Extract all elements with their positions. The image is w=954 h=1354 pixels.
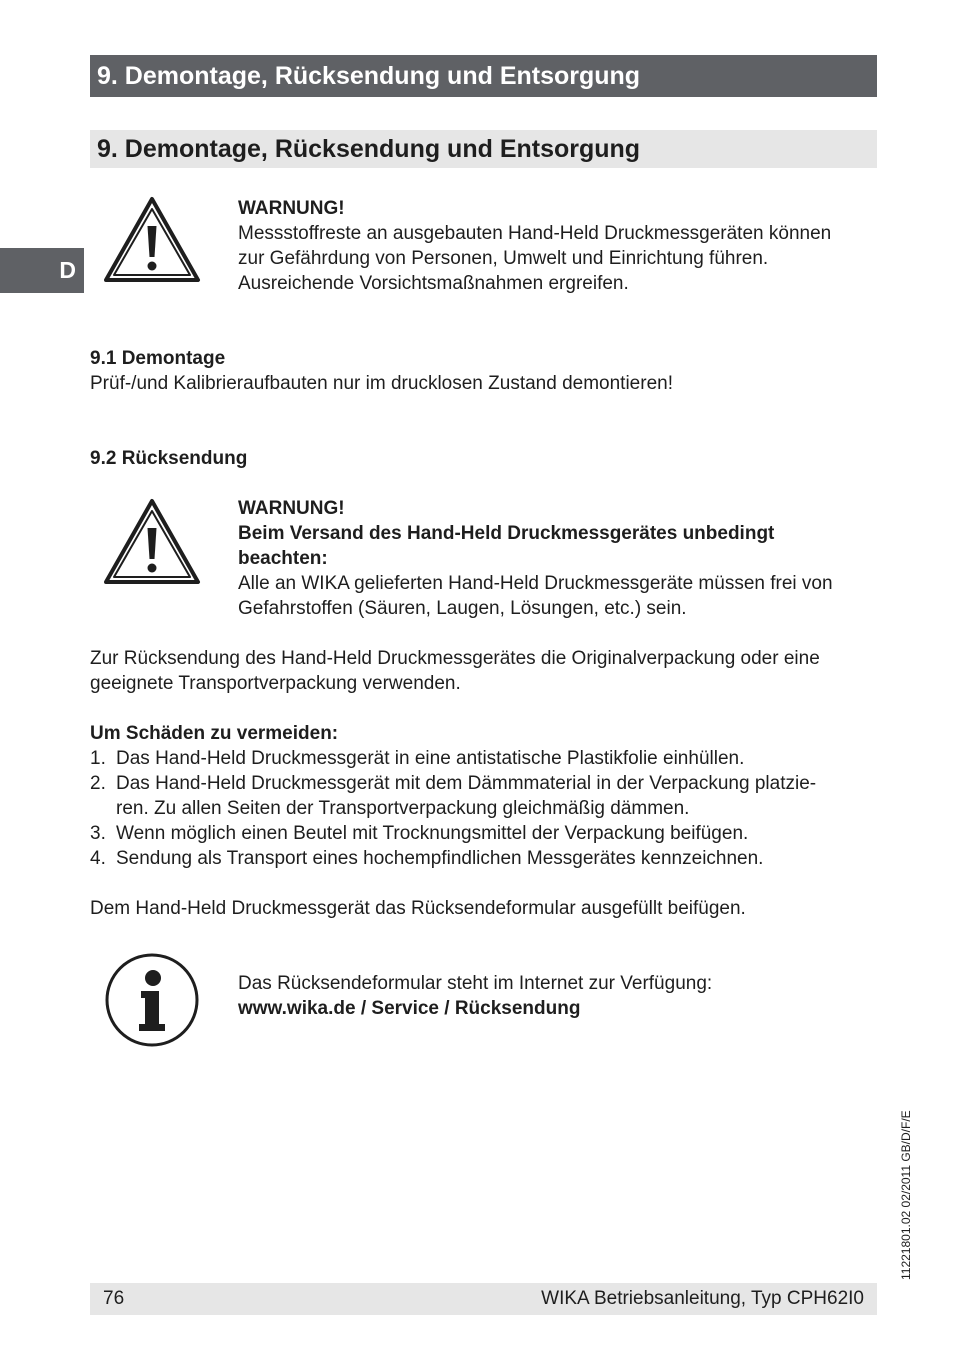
warning-title: WARNUNG! (238, 498, 345, 519)
warning-block-2 (238, 496, 878, 621)
warning-line: zur Gefährdung von Personen, Umwelt und Einrichtung führen. (238, 248, 769, 269)
steps-list (90, 746, 877, 871)
list-item (90, 771, 877, 821)
warning-line: Alle an WIKA gelieferten Hand-Held Druckmessgeräte müssen frei von (238, 573, 833, 594)
closing-paragraph (90, 896, 877, 921)
header-bar (90, 55, 877, 97)
list-number: 4. (90, 848, 106, 869)
list-number: 3. (90, 823, 106, 844)
info-block (238, 971, 878, 1021)
list-item-text: ren. Zu allen Seiten der Transportverpackung gleichmäßig dämmen. (116, 798, 690, 819)
list-number: 2. (90, 773, 106, 794)
list-item-text: Das Hand-Held Druckmessgerät mit dem Dämmmaterial in der Verpackung platzie- (116, 773, 817, 794)
paragraph: Prüf-/und Kalibrieraufbauten nur im drucklosen Zustand demontieren! (90, 373, 673, 394)
paragraph: Dem Hand-Held Druckmessgerät das Rücksendeformular ausgefüllt beifügen. (90, 898, 746, 919)
list-item (90, 846, 877, 871)
section-demontage (90, 346, 877, 396)
document-number: 11221801.02 02/2011 GB/D/F/E (899, 1110, 913, 1280)
info-text: Das Rücksendeformular steht im Internet zur Verfügung: (238, 973, 713, 994)
warning-triangle-icon (103, 196, 201, 284)
warning-line: Ausreichende Vorsichtsmaßnahmen ergreifen. (238, 273, 629, 294)
warning-title: WARNUNG! (238, 198, 345, 219)
list-item (90, 821, 877, 846)
language-tab-label: D (59, 257, 76, 283)
list-heading: Um Schäden zu vermeiden: (90, 723, 339, 744)
subsection-heading-ruecksendung (90, 446, 877, 471)
list-item-text: Das Hand-Held Druckmessgerät in eine antistatische Plastikfolie einhüllen. (116, 748, 745, 769)
info-link[interactable]: www.wika.de / Service / Rücksendung (238, 998, 581, 1019)
language-tab (0, 248, 84, 293)
footer-bar (90, 1283, 877, 1315)
list-item (90, 746, 877, 771)
list-item-text: Wenn möglich einen Beutel mit Trocknungsmittel der Verpackung beifügen. (116, 823, 749, 844)
warning-line: Messstoffreste an ausgebauten Hand-Held Druckmessgeräten können (238, 223, 832, 244)
page-number: 76 (103, 1288, 125, 1309)
paragraph-line: Zur Rücksendung des Hand-Held Druckmessgerätes die Originalverpackung oder eine (90, 648, 820, 669)
subsection-heading: 9.2 Rücksendung (90, 448, 248, 469)
warning-triangle-icon (103, 498, 201, 586)
list-item-text: Sendung als Transport eines hochempfindlichen Messgerätes kennzeichnen. (116, 848, 764, 869)
warning-bold-line: beachten: (238, 548, 328, 569)
header-title: 9. Demontage, Rücksendung und Entsorgung (97, 62, 641, 90)
paragraph-packaging (90, 646, 877, 696)
section-title (90, 130, 877, 168)
paragraph-line: geeignete Transportverpackung verwenden. (90, 673, 461, 694)
warning-bold-line: Beim Versand des Hand-Held Druckmessgerätes unbedingt (238, 523, 775, 544)
footer-title: WIKA Betriebsanleitung, Typ CPH62I0 (541, 1288, 864, 1309)
warning-line: Gefahrstoffen (Säuren, Laugen, Lösungen, etc.) sein. (238, 598, 687, 619)
list-number: 1. (90, 748, 106, 769)
section-title-text: 9. Demontage, Rücksendung und Entsorgung (97, 135, 641, 163)
info-icon (104, 952, 200, 1048)
damage-prevention-list-block (90, 721, 877, 871)
subsection-heading: 9.1 Demontage (90, 348, 226, 369)
warning-block-1 (238, 196, 878, 296)
